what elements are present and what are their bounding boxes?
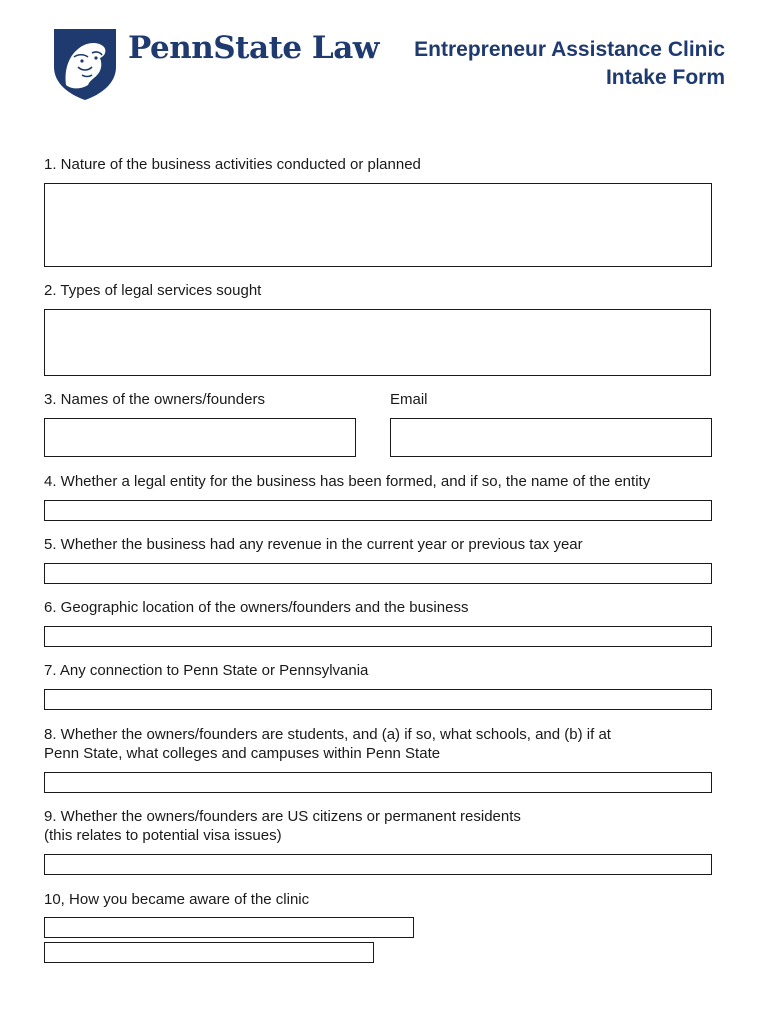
email-label: Email	[390, 391, 428, 408]
q8-label	[44, 725, 611, 763]
title-line-2: Intake Form	[605, 66, 725, 89]
q2-label: 2. Types of legal services sought	[44, 282, 262, 299]
logo-wordmark: PennState Law	[128, 30, 379, 66]
q10-awareness-field-2[interactable]	[44, 942, 374, 963]
q4-label: 4. Whether a legal entity for the business has been formed, and if so, the name of the entity	[44, 473, 651, 490]
q7-label: 7. Any connection to Penn State or Pennsylvania	[44, 662, 369, 679]
email-field[interactable]	[390, 418, 712, 457]
q10-label: 10, How you became aware of the clinic	[44, 891, 310, 908]
q8-label-line-1: 8. Whether the owners/founders are students, and (a) if so, what schools, and (b) if at	[44, 726, 611, 743]
q3-owners-names-field[interactable]	[44, 418, 356, 457]
q3-label: 3. Names of the owners/founders	[44, 391, 265, 408]
q5-revenue-field[interactable]	[44, 563, 712, 584]
title-line-1: Entrepreneur Assistance Clinic	[414, 38, 725, 61]
q6-location-field[interactable]	[44, 626, 712, 647]
q5-label: 5. Whether the business had any revenue in the current year or previous tax year	[44, 536, 583, 553]
q7-connection-field[interactable]	[44, 689, 712, 710]
q4-legal-entity-field[interactable]	[44, 500, 712, 521]
penn-state-shield-logo	[52, 27, 118, 101]
page-title	[414, 36, 725, 92]
q9-label-line-1: 9. Whether the owners/founders are US citizens or permanent residents	[44, 808, 521, 825]
q9-label	[44, 807, 521, 845]
q9-citizenship-field[interactable]	[44, 854, 712, 875]
q6-label: 6. Geographic location of the owners/founders and the business	[44, 599, 469, 616]
q2-legal-services-field[interactable]	[44, 309, 711, 376]
q1-business-activities-field[interactable]	[44, 183, 712, 267]
q10-awareness-field-1[interactable]	[44, 917, 414, 938]
q1-label: 1. Nature of the business activities conducted or planned	[44, 156, 421, 173]
q8-label-line-2: Penn State, what colleges and campuses within Penn State	[44, 745, 441, 762]
q9-label-line-2: (this relates to potential visa issues)	[44, 827, 282, 844]
q8-students-field[interactable]	[44, 772, 712, 793]
